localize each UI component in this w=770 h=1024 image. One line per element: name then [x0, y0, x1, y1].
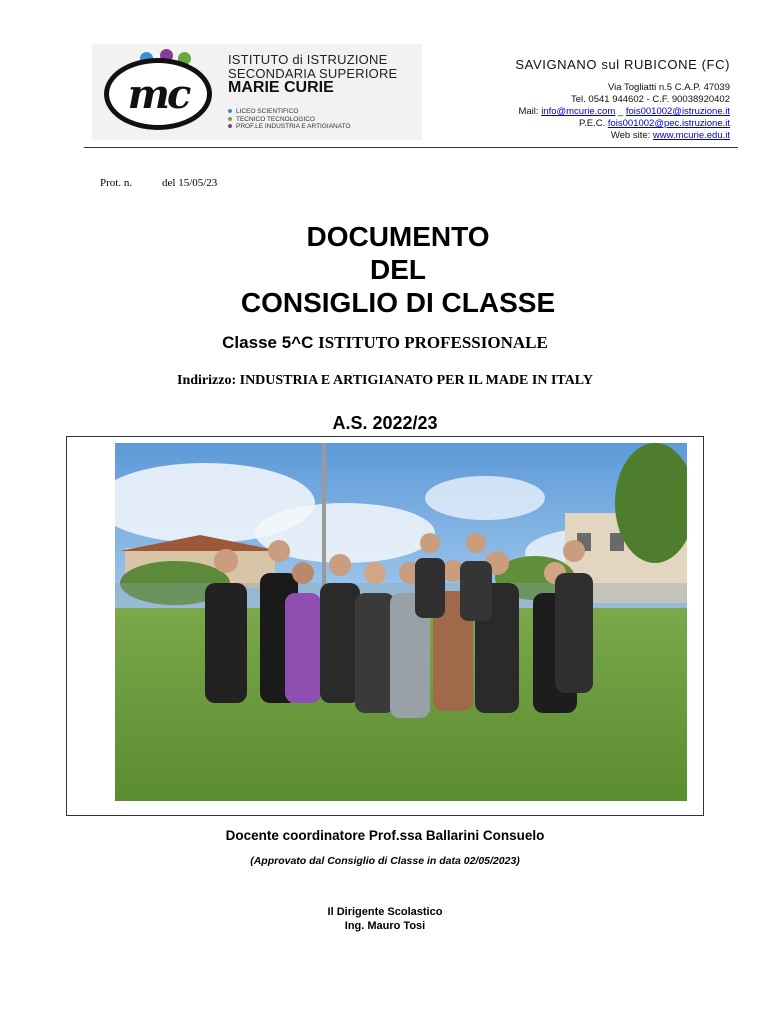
- school-address: Via Togliatti n.5 C.A.P. 47039: [607, 82, 730, 93]
- mail-link[interactable]: info@mcurie.com: [541, 106, 616, 117]
- logo-monogram: mc: [127, 71, 189, 118]
- class-type: ISTITUTO PROFESSIONALE: [318, 333, 548, 352]
- principal-name: Ing. Mauro Tosi: [344, 920, 426, 932]
- indirizzo: Indirizzo: INDUSTRIA E ARTIGIANATO PER IL MADE IN ITALY: [177, 373, 593, 388]
- principal-role: Il Dirigente Scolastico: [327, 906, 443, 918]
- logo-school-name: MARIE CURIE: [228, 79, 334, 96]
- doc-title-line3: CONSIGLIO DI CLASSE: [240, 287, 556, 318]
- logo-emblem: [104, 58, 212, 130]
- bullet-icon: [228, 109, 232, 113]
- school-city: SAVIGNANO sul RUBICONE (FC): [515, 57, 730, 72]
- protocol-number: Prot. n.: [100, 177, 133, 189]
- doc-title-line1: DOCUMENTO: [306, 221, 490, 252]
- coordinator: Docente coordinatore Prof.ssa Ballarini Consuelo: [225, 828, 545, 843]
- bullet-icon: [228, 124, 232, 128]
- school-contacts: [518, 82, 730, 142]
- logo-branch-item: LICEO SCIENTIFICO: [228, 108, 351, 116]
- class-label: Classe 5^C: [222, 333, 319, 352]
- school-logo: [92, 44, 422, 140]
- logo-branch-item: PROF.LE INDUSTRIA E ARTIGIANATO: [228, 123, 351, 131]
- logo-branch-item: TECNICO TECNOLOGICO: [228, 116, 351, 124]
- pec-link[interactable]: fois001002@pec.istruzione.it: [607, 118, 730, 129]
- approval-note: (Approvato dal Consiglio di Classe in data 02/05/2023): [250, 855, 520, 867]
- logo-branches: [228, 108, 351, 131]
- logo-line1: ISTITUTO di ISTRUZIONE: [228, 52, 388, 67]
- mail-link-2[interactable]: fois001002@istruzione.it: [625, 106, 730, 117]
- class-photo: [115, 443, 687, 801]
- protocol-date: del 15/05/23: [162, 177, 218, 189]
- class-heading: [0, 333, 770, 353]
- school-year: A.S. 2022/23: [332, 413, 438, 433]
- logo-line2: SECONDARIA SUPERIORE: [228, 66, 398, 81]
- doc-title-line2: DEL: [370, 254, 426, 285]
- school-web-line: Web site: www.mcurie.edu.it: [610, 130, 730, 141]
- bullet-icon: [228, 117, 232, 121]
- web-link[interactable]: www.mcurie.edu.it: [652, 130, 730, 141]
- school-mail-line: Mail: info@mcurie.com _ fois001002@istruzione.it: [518, 106, 730, 117]
- class-photo-illustration: [115, 443, 687, 801]
- school-pec-line: P.E.C. fois001002@pec.istruzione.it: [578, 118, 730, 129]
- header-divider: [84, 147, 738, 148]
- school-phone: Tel. 0541 944602 - C.F. 90038920402: [571, 94, 730, 105]
